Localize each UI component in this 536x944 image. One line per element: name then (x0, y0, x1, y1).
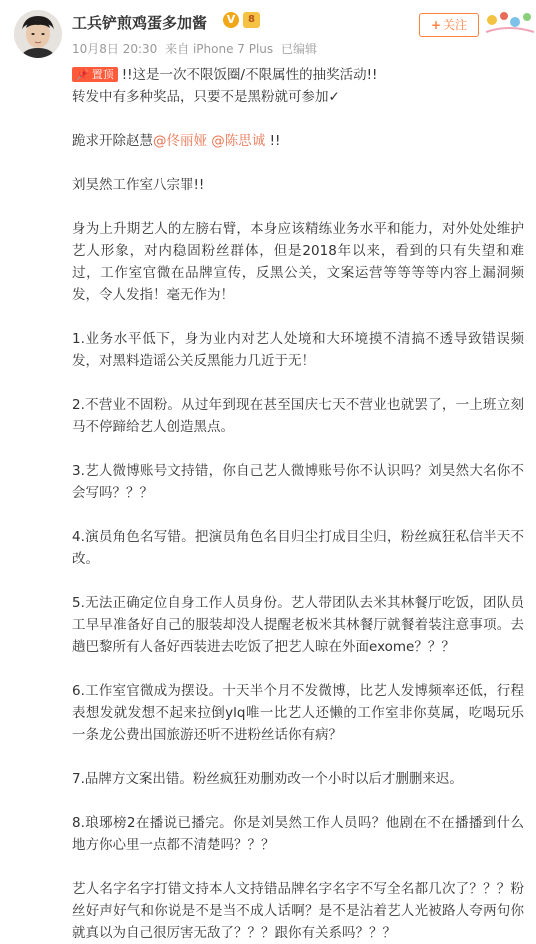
pin-icon: 📌 (76, 68, 90, 81)
post-header (0, 0, 536, 62)
level-badge-icon: 8 (243, 12, 260, 28)
post-time[interactable]: 10月8日 20:30 (72, 42, 158, 56)
list-item: 5.无法正确定位自身工作人员身份。艺人带团队去米其林餐厅吃饭，团队员工早早准备好自己的服装却没人提醒老板米其林餐厅就餐着装注意事项。去趟巴黎所有人备好西装进去吃饭了把艺人晾在外面exome？？？ (72, 595, 524, 655)
edited-label[interactable]: 已编辑 (280, 42, 317, 56)
list-item: 4.演员角色名写错。把演员角色名目归尘打成目尘归，粉丝疯狂私信半天不改。 (72, 529, 524, 567)
pinned-label: 置顶 (91, 68, 114, 81)
list-item: 3.艺人微博账号文持错，你自己艺人微博账号你不认识吗？刘昊然大名你不会写吗？？？ (72, 463, 524, 501)
avatar[interactable] (14, 10, 62, 58)
post-meta (72, 40, 321, 57)
request-suffix: !! (265, 133, 281, 149)
list-item: 6.工作室官微成为摆设。十天半个月不发微博，比艺人发博频率还低，行程表想发就发想不起来拉倒ylq唯一比艺人还懒的工作室非你莫属，吃喝玩乐一条龙公费出国旅游还听不进粉丝话你有病？ (72, 683, 524, 743)
plus-icon: + (430, 18, 442, 32)
body-line-1-text: !!这是一次不限饭圈/不限属性的抽奖活动!! (121, 67, 378, 83)
list-item: 2.不营业不固粉。从过年到现在甚至国庆七天不营业也就罢了，一上班立刻马不停蹄给艺人创造黑点。 (72, 397, 524, 435)
list-item: 8.琅琊榜2在播说已播完。你是刘昊然工作人员吗？他剧在不在播播到什么地方你心里一点都不清楚吗？？？ (72, 815, 524, 853)
post-source: 来自 iPhone 7 Plus (165, 42, 274, 56)
request-prefix: 跪求开除赵慧 (72, 133, 153, 149)
username[interactable]: 工兵铲煎鸡蛋多加酱 (72, 14, 208, 32)
pinned-badge (72, 67, 118, 82)
mention-link[interactable]: @陈思诚 (211, 133, 266, 149)
request-line (72, 130, 524, 152)
list-item: 7.品牌方文案出错。粉丝疯狂劝删劝改一个小时以后才删删来迟。 (72, 771, 463, 787)
post-body (72, 64, 524, 944)
mention-link[interactable]: @佟丽娅 (153, 133, 207, 149)
body-line-1 (72, 64, 524, 86)
follow-label: 关注 (443, 18, 468, 32)
follow-button[interactable] (419, 13, 479, 37)
intro-paragraph: 身为上升期艺人的左膀右臂，本身应该精练业务水平和能力，对外处处维护艺人形象，对内稳固粉丝群体，但是2018年以来，看到的只有失望和难过，工作室官微在品牌宣传，反黑公关，文案运营等等等等内容上漏洞频发，令人发指！毫无作为！ (72, 221, 524, 303)
body-line-2: 转发中有多种奖品，只要不是黑粉就可参加✓ (72, 89, 340, 105)
list-item: 1.业务水平低下，身为业内对艺人处境和大环境摸不清搞不透导致错误频发，对黑料造谣公关反黑能力几近于无！ (72, 331, 524, 369)
verified-badge-icon: V (223, 12, 239, 28)
post-title: 刘昊然工作室八宗罪!! (72, 177, 205, 193)
decoration-icon (482, 6, 536, 40)
closing-paragraph: 艺人名字名字打错文持本人文持错品牌名字名字不写全名都几次了？？？粉丝好声好气和你说是不是当不成人话啊？是不是沾着艺人光被路人夸两句你就真以为自己很厉害无敌了？？？跟你有关系吗？？？ (72, 881, 524, 941)
avatar-image (14, 10, 62, 58)
